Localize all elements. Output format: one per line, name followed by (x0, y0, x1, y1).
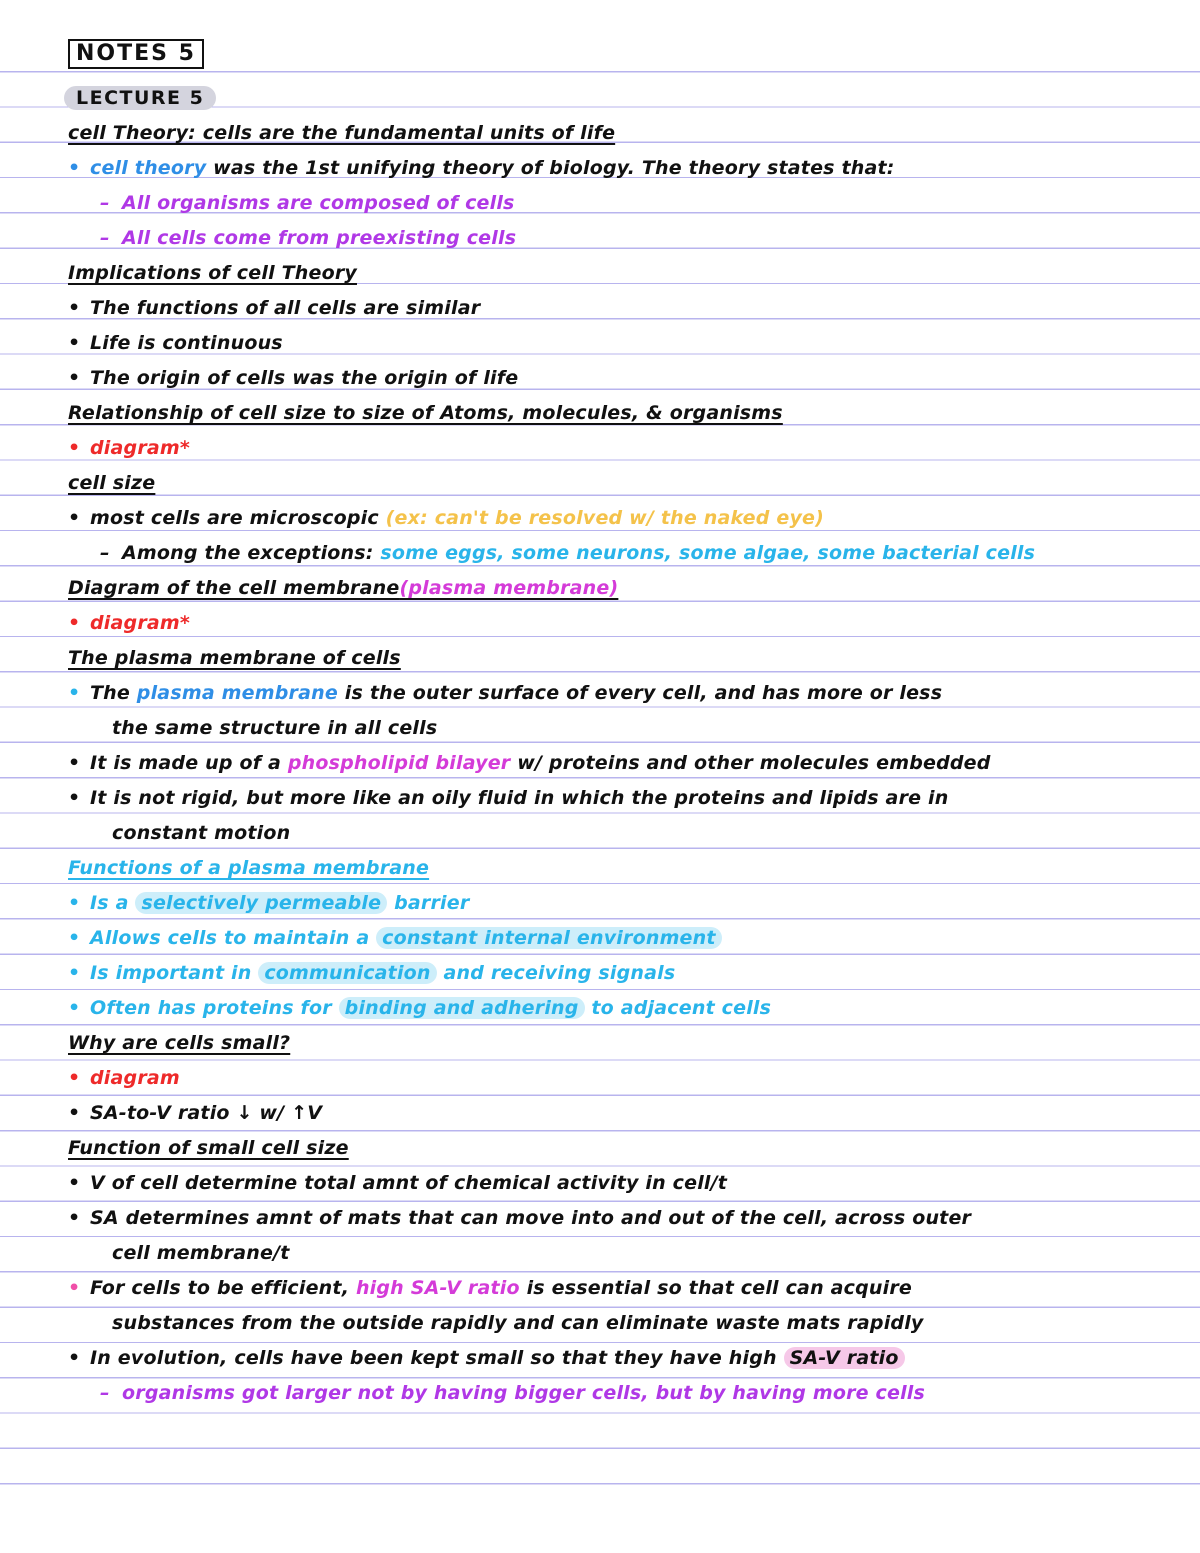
highlight: binding and adhering (339, 997, 585, 1019)
list-item (68, 921, 722, 956)
bullet-icon: • (68, 332, 81, 354)
list-item (68, 1271, 912, 1306)
dash-icon: – (100, 542, 110, 564)
bullet-icon: • (68, 1172, 81, 1194)
item-text: The (90, 682, 137, 704)
item-text: to adjacent cells (584, 997, 772, 1019)
list-item (68, 991, 771, 1026)
list-item (68, 1096, 322, 1131)
item-text: barrier (387, 892, 470, 914)
highlight: communication (258, 962, 436, 984)
item-text: SA determines amnt of mats that can move into and out of the cell, across outer (90, 1207, 972, 1229)
item-text: Is important in (90, 962, 259, 984)
bullet-icon: • (68, 682, 81, 704)
list-item (100, 1376, 925, 1411)
item-text: diagram (90, 1067, 180, 1089)
heading-function-small: Function of small cell size (68, 1137, 349, 1159)
list-item (68, 886, 469, 921)
bullet-icon: • (68, 157, 81, 179)
highlight: selectively permeable (135, 892, 387, 914)
bullet-icon: • (68, 787, 81, 809)
item-text: For cells to be efficient, (90, 1277, 356, 1299)
highlight: SA-V ratio (784, 1347, 905, 1369)
item-text: organisms got larger not by having bigger cells, but by having more cells (122, 1382, 926, 1404)
item-text: It is made up of a (90, 752, 288, 774)
list-item (68, 606, 190, 641)
bullet-icon: • (68, 437, 81, 459)
highlight: constant internal environment (376, 927, 722, 949)
list-item (68, 746, 991, 781)
dash-icon: – (100, 192, 110, 214)
list-item (68, 1166, 727, 1201)
item-text: V of cell determine total amnt of chemical activity in cell/t (90, 1172, 728, 1194)
bullet-icon: • (68, 612, 81, 634)
lecture-label: LECTURE 5 (64, 86, 216, 110)
list-item (68, 781, 949, 816)
item-text: The functions of all cells are similar (90, 297, 481, 319)
list-item-continued: cell membrane/t (112, 1242, 290, 1264)
list-item (68, 1341, 905, 1376)
heading-note: (plasma membrane) (399, 577, 619, 599)
item-text: SA-to-V ratio ↓ w/ ↑V (90, 1102, 323, 1124)
list-item (68, 431, 190, 466)
heading-text: Diagram of the cell membrane (68, 577, 400, 599)
item-text: w/ proteins and other molecules embedded (510, 752, 991, 774)
list-item (68, 956, 675, 991)
item-text: and receiving signals (436, 962, 676, 984)
notes-title: NOTES 5 (68, 39, 204, 69)
item-text: is essential so that cell can acquire (519, 1277, 912, 1299)
bullet-icon: • (68, 507, 81, 529)
bullet-icon: • (68, 962, 81, 984)
list-item-continued: the same structure in all cells (112, 717, 438, 739)
item-text: All cells come from preexisting cells (122, 227, 517, 249)
heading-plasma-membrane: The plasma membrane of cells (68, 647, 401, 669)
list-item (68, 361, 518, 396)
list-item (68, 1061, 180, 1096)
bullet-icon: • (68, 1067, 81, 1089)
bullet-icon: • (68, 892, 81, 914)
item-text: most cells are microscopic (90, 507, 386, 529)
list-item (68, 501, 824, 536)
list-item (100, 221, 516, 256)
notes-title-line (68, 37, 204, 72)
term-high-sa-v-ratio: high SA-V ratio (355, 1277, 520, 1299)
list-item (68, 326, 283, 361)
list-item (100, 536, 1035, 571)
bullet-icon: • (68, 997, 81, 1019)
lecture-label-line (64, 81, 216, 116)
item-text: Among the exceptions: (122, 542, 381, 564)
term-cell-theory: cell theory (90, 157, 207, 179)
list-item-continued: constant motion (112, 822, 291, 844)
item-text: is the outer surface of every cell, and has more or less (337, 682, 943, 704)
item-text: Allows cells to maintain a (90, 927, 377, 949)
list-item (100, 186, 515, 221)
item-text: Is a (90, 892, 136, 914)
item-text: was the 1st unifying theory of biology. The theory states that: (206, 157, 895, 179)
heading-functions: Functions of a plasma membrane (68, 857, 430, 879)
list-item (68, 1201, 971, 1236)
dash-icon: – (100, 1382, 110, 1404)
bullet-icon: • (68, 1207, 81, 1229)
item-text: diagram* (90, 437, 191, 459)
heading-implications: Implications of cell Theory (68, 262, 357, 284)
bullet-icon: • (68, 1277, 81, 1299)
bullet-icon: • (68, 1102, 81, 1124)
item-text: Life is continuous (90, 332, 283, 354)
bullet-icon: • (68, 1347, 81, 1369)
term-phospholipid-bilayer: phospholipid bilayer (287, 752, 511, 774)
item-text: All organisms are composed of cells (122, 192, 515, 214)
bullet-icon: • (68, 927, 81, 949)
list-item (68, 151, 895, 186)
heading-relationship: Relationship of cell size to size of Atoms, molecules, & organisms (68, 402, 783, 424)
item-note: (ex: can't be resolved w/ the naked eye) (385, 507, 825, 529)
item-list: some eggs, some neurons, some algae, some bacterial cells (380, 542, 1036, 564)
term-plasma-membrane: plasma membrane (136, 682, 338, 704)
bullet-icon: • (68, 752, 81, 774)
heading-membrane-diagram (68, 571, 618, 606)
list-item-continued: substances from the outside rapidly and can eliminate waste mats rapidly (112, 1312, 924, 1334)
bullet-icon: • (68, 297, 81, 319)
heading-why-small: Why are cells small? (68, 1032, 291, 1054)
item-text: diagram* (90, 612, 191, 634)
list-item (68, 291, 480, 326)
item-text: The origin of cells was the origin of life (90, 367, 519, 389)
list-item (68, 676, 942, 711)
item-text: In evolution, cells have been kept small so that they have high (90, 1347, 784, 1369)
item-text: It is not rigid, but more like an oily fluid in which the proteins and lipids are in (90, 787, 949, 809)
heading-cell-size: cell size (68, 472, 156, 494)
item-text: Often has proteins for (90, 997, 339, 1019)
dash-icon: – (100, 227, 110, 249)
heading-cell-theory: cell Theory: cells are the fundamental units of life (68, 122, 616, 144)
bullet-icon: • (68, 367, 81, 389)
